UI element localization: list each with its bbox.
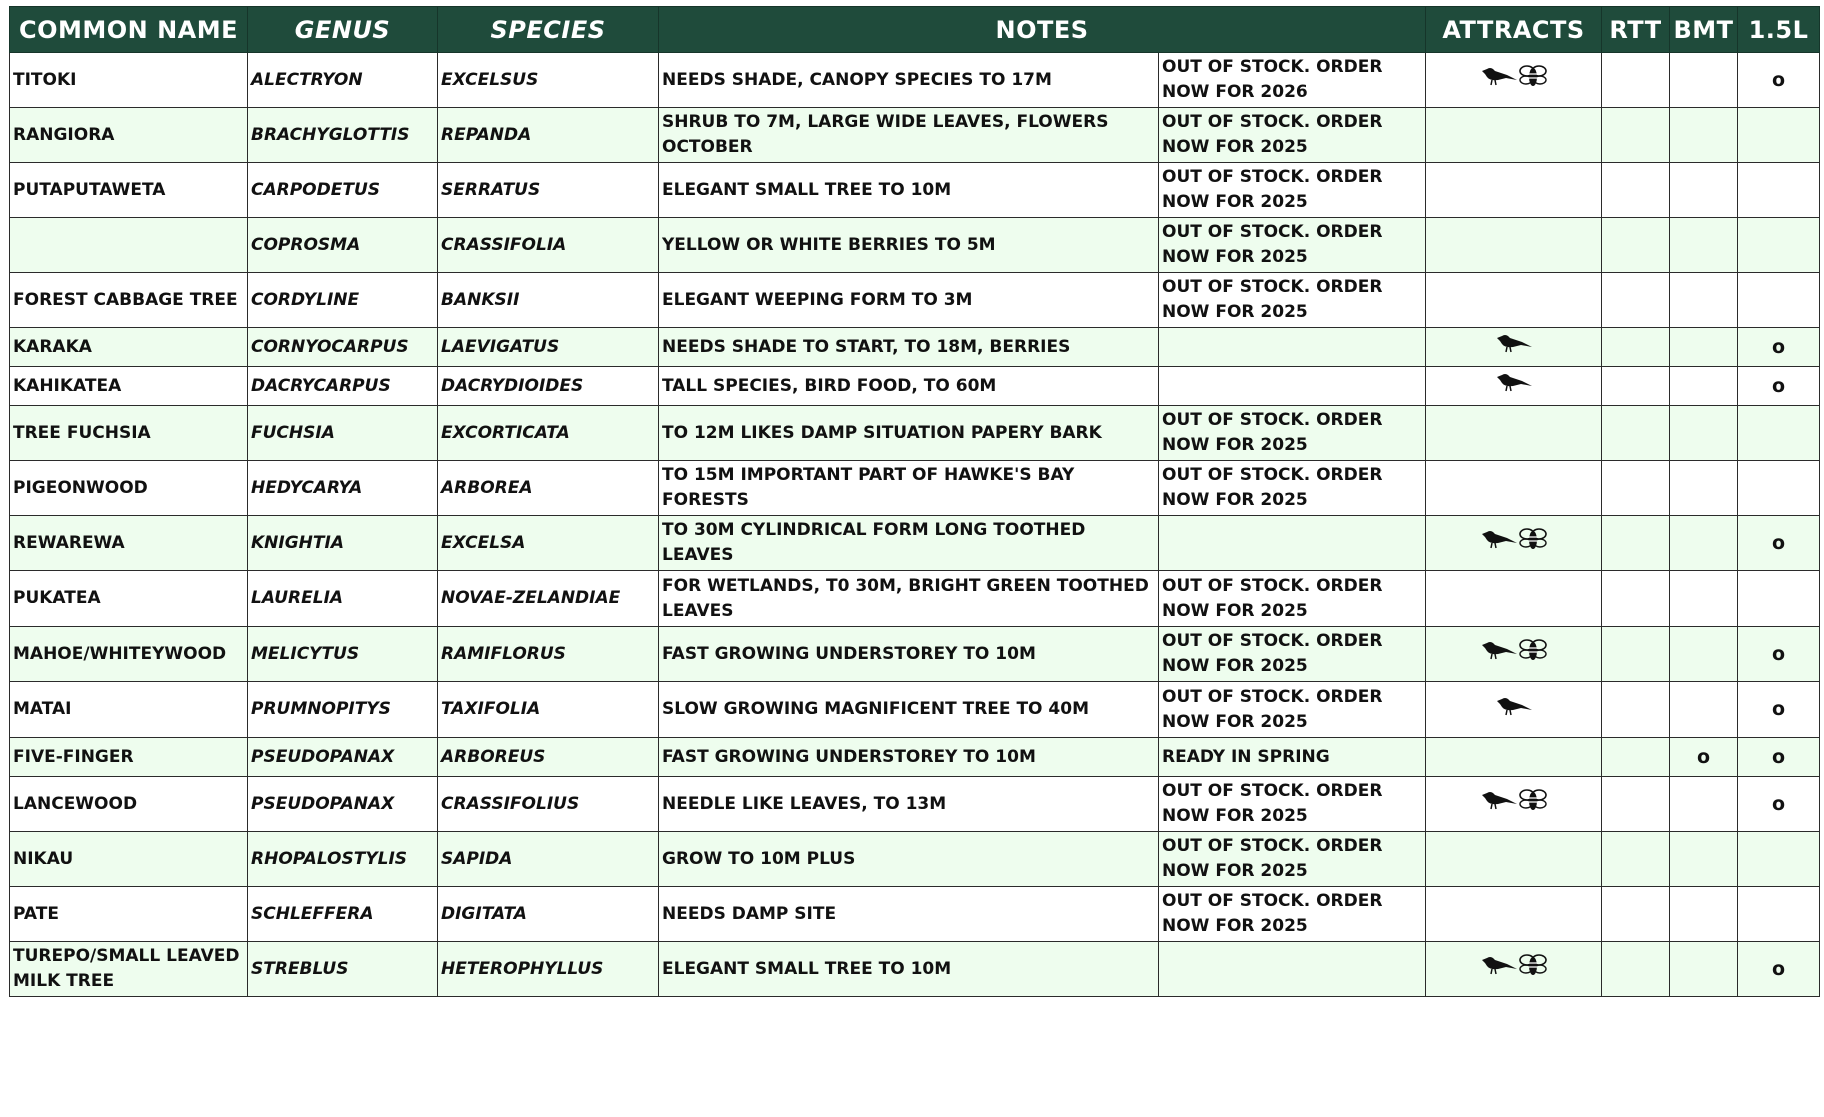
bmt-cell: [1670, 406, 1738, 461]
size-1-5l-cell: [1738, 832, 1820, 887]
header-row: [10, 7, 1820, 53]
stock-status-cell: [1159, 516, 1426, 571]
table-row: [10, 163, 1820, 218]
common-name-cell: PUKATEA: [10, 571, 248, 627]
species-cell: SAPIDA: [438, 832, 659, 887]
species-cell: CRASSIFOLIA: [438, 218, 659, 273]
stock-status-cell: OUT OF STOCK. ORDER NOW FOR 2025: [1159, 218, 1426, 273]
size-1-5l-cell: [1738, 887, 1820, 942]
bmt-cell: [1670, 108, 1738, 163]
size-1-5l-cell: o: [1738, 682, 1820, 738]
bmt-cell: [1670, 516, 1738, 571]
stock-status-cell: OUT OF STOCK. ORDER NOW FOR 2025: [1159, 406, 1426, 461]
common-name-cell: TITOKI: [10, 53, 248, 108]
bee-icon: [1518, 952, 1548, 986]
common-name-cell: PATE: [10, 887, 248, 942]
plant-table: [9, 6, 1820, 997]
size-1-5l-cell: o: [1738, 627, 1820, 682]
common-name-cell: KARAKA: [10, 328, 248, 367]
bmt-cell: [1670, 328, 1738, 367]
bee-icon: [1518, 637, 1548, 671]
attracts-cell: [1426, 328, 1602, 367]
bmt-cell: [1670, 273, 1738, 328]
attracts-cell: [1426, 516, 1602, 571]
rtt-cell: [1602, 887, 1670, 942]
attracts-cell: [1426, 367, 1602, 406]
bmt-cell: [1670, 367, 1738, 406]
table-row: [10, 108, 1820, 163]
notes-cell: TALL SPECIES, BIRD FOOD, TO 60M: [659, 367, 1159, 406]
notes-cell: NEEDLE LIKE LEAVES, TO 13M: [659, 777, 1159, 832]
genus-cell: COPROSMA: [248, 218, 438, 273]
table-row: [10, 942, 1820, 997]
stock-status-cell: OUT OF STOCK. ORDER NOW FOR 2025: [1159, 163, 1426, 218]
bmt-cell: [1670, 682, 1738, 738]
common-name-cell: TUREPO/SMALL LEAVED MILK TREE: [10, 942, 248, 997]
bmt-cell: [1670, 887, 1738, 942]
common-name-cell: PUTAPUTAWETA: [10, 163, 248, 218]
table-row: [10, 516, 1820, 571]
header-common-name: COMMON NAME: [10, 7, 248, 53]
bmt-cell: [1670, 832, 1738, 887]
rtt-cell: [1602, 777, 1670, 832]
attracts-cell: [1426, 627, 1602, 682]
attracts-cell: [1426, 108, 1602, 163]
common-name-cell: FOREST CABBAGE TREE: [10, 273, 248, 328]
table-row: [10, 367, 1820, 406]
species-cell: ARBOREA: [438, 461, 659, 516]
notes-cell: NEEDS DAMP SITE: [659, 887, 1159, 942]
attracts-cell: [1426, 832, 1602, 887]
notes-cell: NEEDS SHADE TO START, TO 18M, BERRIES: [659, 328, 1159, 367]
rtt-cell: [1602, 273, 1670, 328]
bmt-cell: [1670, 942, 1738, 997]
notes-cell: FAST GROWING UNDERSTOREY TO 10M: [659, 627, 1159, 682]
bmt-cell: [1670, 163, 1738, 218]
bird-icon: [1480, 954, 1518, 984]
size-1-5l-cell: [1738, 406, 1820, 461]
table-row: [10, 777, 1820, 832]
common-name-cell: RANGIORA: [10, 108, 248, 163]
genus-cell: PRUMNOPITYS: [248, 682, 438, 738]
bmt-cell: [1670, 777, 1738, 832]
species-cell: REPANDA: [438, 108, 659, 163]
genus-cell: BRACHYGLOTTIS: [248, 108, 438, 163]
bee-icon: [1518, 63, 1548, 97]
species-cell: EXCORTICATA: [438, 406, 659, 461]
notes-cell: ELEGANT SMALL TREE TO 10M: [659, 942, 1159, 997]
species-cell: DIGITATA: [438, 887, 659, 942]
species-cell: DACRYDIOIDES: [438, 367, 659, 406]
genus-cell: SCHLEFFERA: [248, 887, 438, 942]
size-1-5l-cell: [1738, 571, 1820, 627]
bmt-cell: [1670, 53, 1738, 108]
common-name-cell: NIKAU: [10, 832, 248, 887]
stock-status-cell: OUT OF STOCK. ORDER NOW FOR 2025: [1159, 682, 1426, 738]
bee-icon: [1518, 787, 1548, 821]
species-cell: LAEVIGATUS: [438, 328, 659, 367]
species-cell: CRASSIFOLIUS: [438, 777, 659, 832]
notes-cell: NEEDS SHADE, CANOPY SPECIES TO 17M: [659, 53, 1159, 108]
size-1-5l-cell: o: [1738, 777, 1820, 832]
bmt-cell: [1670, 627, 1738, 682]
rtt-cell: [1602, 516, 1670, 571]
rtt-cell: [1602, 461, 1670, 516]
table-row: [10, 328, 1820, 367]
table-body: [10, 53, 1820, 997]
rtt-cell: [1602, 218, 1670, 273]
notes-cell: ELEGANT SMALL TREE TO 10M: [659, 163, 1159, 218]
genus-cell: DACRYCARPUS: [248, 367, 438, 406]
size-1-5l-cell: [1738, 461, 1820, 516]
stock-status-cell: OUT OF STOCK. ORDER NOW FOR 2025: [1159, 108, 1426, 163]
stock-status-cell: OUT OF STOCK. ORDER NOW FOR 2025: [1159, 832, 1426, 887]
bird-icon: [1480, 65, 1518, 95]
bird-icon: [1480, 639, 1518, 669]
genus-cell: CORDYLINE: [248, 273, 438, 328]
species-cell: SERRATUS: [438, 163, 659, 218]
notes-cell: FOR WETLANDS, T0 30M, BRIGHT GREEN TOOTHED LEAVES: [659, 571, 1159, 627]
attracts-cell: [1426, 53, 1602, 108]
stock-status-cell: OUT OF STOCK. ORDER NOW FOR 2025: [1159, 777, 1426, 832]
table-row: [10, 738, 1820, 777]
notes-cell: SHRUB TO 7M, LARGE WIDE LEAVES, FLOWERS OCTOBER: [659, 108, 1159, 163]
table-row: [10, 53, 1820, 108]
species-cell: RAMIFLORUS: [438, 627, 659, 682]
notes-cell: SLOW GROWING MAGNIFICENT TREE TO 40M: [659, 682, 1159, 738]
rtt-cell: [1602, 53, 1670, 108]
attracts-cell: [1426, 571, 1602, 627]
rtt-cell: [1602, 682, 1670, 738]
species-cell: EXCELSUS: [438, 53, 659, 108]
genus-cell: STREBLUS: [248, 942, 438, 997]
bmt-cell: [1670, 461, 1738, 516]
notes-cell: ELEGANT WEEPING FORM TO 3M: [659, 273, 1159, 328]
size-1-5l-cell: o: [1738, 367, 1820, 406]
attracts-cell: [1426, 273, 1602, 328]
genus-cell: PSEUDOPANAX: [248, 738, 438, 777]
size-1-5l-cell: o: [1738, 328, 1820, 367]
stock-status-cell: OUT OF STOCK. ORDER NOW FOR 2025: [1159, 461, 1426, 516]
size-1-5l-cell: o: [1738, 942, 1820, 997]
attracts-cell: [1426, 461, 1602, 516]
size-1-5l-cell: [1738, 163, 1820, 218]
common-name-cell: MAHOE/WHITEYWOOD: [10, 627, 248, 682]
rtt-cell: [1602, 942, 1670, 997]
stock-status-cell: READY IN SPRING: [1159, 738, 1426, 777]
genus-cell: FUCHSIA: [248, 406, 438, 461]
attracts-cell: [1426, 738, 1602, 777]
genus-cell: RHOPALOSTYLIS: [248, 832, 438, 887]
bee-icon: [1518, 526, 1548, 560]
genus-cell: PSEUDOPANAX: [248, 777, 438, 832]
size-1-5l-cell: [1738, 273, 1820, 328]
species-cell: BANKSII: [438, 273, 659, 328]
species-cell: NOVAE-ZELANDIAE: [438, 571, 659, 627]
stock-status-cell: OUT OF STOCK. ORDER NOW FOR 2026: [1159, 53, 1426, 108]
rtt-cell: [1602, 406, 1670, 461]
table-row: [10, 218, 1820, 273]
stock-status-cell: OUT OF STOCK. ORDER NOW FOR 2025: [1159, 273, 1426, 328]
stock-status-cell: [1159, 942, 1426, 997]
bird-icon: [1480, 789, 1518, 819]
header-bmt: BMT: [1670, 7, 1738, 53]
notes-cell: GROW TO 10M PLUS: [659, 832, 1159, 887]
table-row: [10, 406, 1820, 461]
genus-cell: KNIGHTIA: [248, 516, 438, 571]
table-row: [10, 682, 1820, 738]
stock-status-cell: [1159, 367, 1426, 406]
stock-status-cell: OUT OF STOCK. ORDER NOW FOR 2025: [1159, 571, 1426, 627]
header-rtt: RTT: [1602, 7, 1670, 53]
genus-cell: LAURELIA: [248, 571, 438, 627]
rtt-cell: [1602, 571, 1670, 627]
common-name-cell: FIVE-FINGER: [10, 738, 248, 777]
notes-cell: TO 30M CYLINDRICAL FORM LONG TOOTHED LEAVES: [659, 516, 1159, 571]
rtt-cell: [1602, 738, 1670, 777]
bird-icon: [1495, 332, 1533, 362]
attracts-cell: [1426, 406, 1602, 461]
stock-status-cell: OUT OF STOCK. ORDER NOW FOR 2025: [1159, 627, 1426, 682]
header-genus: GENUS: [248, 7, 438, 53]
common-name-cell: TREE FUCHSIA: [10, 406, 248, 461]
attracts-cell: [1426, 682, 1602, 738]
attracts-cell: [1426, 163, 1602, 218]
attracts-cell: [1426, 942, 1602, 997]
stock-status-cell: OUT OF STOCK. ORDER NOW FOR 2025: [1159, 887, 1426, 942]
stock-status-cell: [1159, 328, 1426, 367]
header-1-5l: 1.5L: [1738, 7, 1820, 53]
table-row: [10, 461, 1820, 516]
size-1-5l-cell: o: [1738, 738, 1820, 777]
size-1-5l-cell: o: [1738, 53, 1820, 108]
rtt-cell: [1602, 367, 1670, 406]
attracts-cell: [1426, 218, 1602, 273]
bird-icon: [1480, 528, 1518, 558]
species-cell: EXCELSA: [438, 516, 659, 571]
rtt-cell: [1602, 108, 1670, 163]
table-row: [10, 273, 1820, 328]
species-cell: HETEROPHYLLUS: [438, 942, 659, 997]
bird-icon: [1495, 695, 1533, 725]
genus-cell: HEDYCARYA: [248, 461, 438, 516]
genus-cell: ALECTRYON: [248, 53, 438, 108]
common-name-cell: LANCEWOOD: [10, 777, 248, 832]
common-name-cell: MATAI: [10, 682, 248, 738]
rtt-cell: [1602, 163, 1670, 218]
genus-cell: CARPODETUS: [248, 163, 438, 218]
notes-cell: TO 15M IMPORTANT PART OF HAWKE'S BAY FORESTS: [659, 461, 1159, 516]
header-species: SPECIES: [438, 7, 659, 53]
header-attracts: ATTRACTS: [1426, 7, 1602, 53]
attracts-cell: [1426, 887, 1602, 942]
size-1-5l-cell: [1738, 218, 1820, 273]
genus-cell: CORNYOCARPUS: [248, 328, 438, 367]
species-cell: TAXIFOLIA: [438, 682, 659, 738]
notes-cell: YELLOW OR WHITE BERRIES TO 5M: [659, 218, 1159, 273]
rtt-cell: [1602, 832, 1670, 887]
table-row: [10, 627, 1820, 682]
table-row: [10, 832, 1820, 887]
bmt-cell: [1670, 218, 1738, 273]
rtt-cell: [1602, 328, 1670, 367]
bmt-cell: o: [1670, 738, 1738, 777]
common-name-cell: REWAREWA: [10, 516, 248, 571]
bmt-cell: [1670, 571, 1738, 627]
header-notes: NOTES: [659, 7, 1426, 53]
attracts-cell: [1426, 777, 1602, 832]
bird-icon: [1495, 371, 1533, 401]
common-name-cell: KAHIKATEA: [10, 367, 248, 406]
notes-cell: FAST GROWING UNDERSTOREY TO 10M: [659, 738, 1159, 777]
size-1-5l-cell: [1738, 108, 1820, 163]
genus-cell: MELICYTUS: [248, 627, 438, 682]
rtt-cell: [1602, 627, 1670, 682]
species-cell: ARBOREUS: [438, 738, 659, 777]
table-row: [10, 571, 1820, 627]
table-row: [10, 887, 1820, 942]
notes-cell: TO 12M LIKES DAMP SITUATION PAPERY BARK: [659, 406, 1159, 461]
common-name-cell: PIGEONWOOD: [10, 461, 248, 516]
common-name-cell: [10, 218, 248, 273]
size-1-5l-cell: o: [1738, 516, 1820, 571]
